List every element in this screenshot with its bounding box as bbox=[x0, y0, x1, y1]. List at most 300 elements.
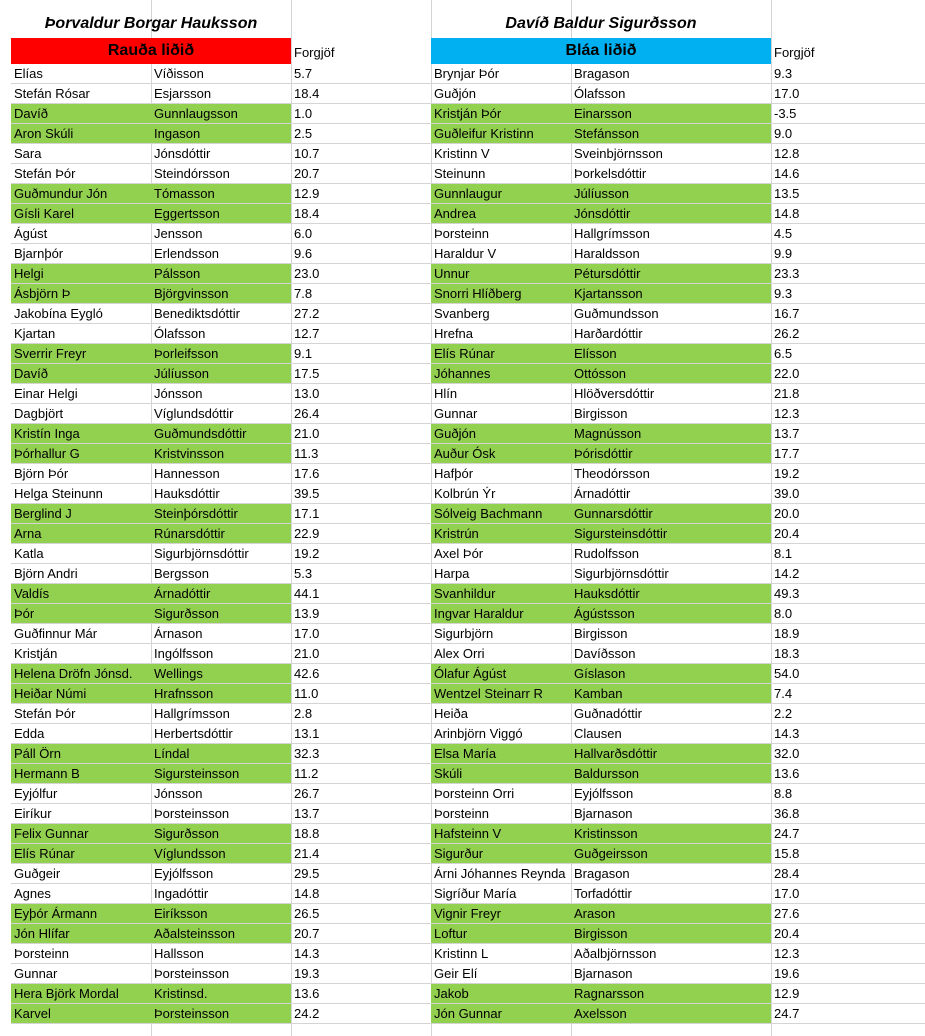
red-handicap-cell[interactable]: 39.5 bbox=[291, 484, 431, 504]
red-last-name-cell[interactable]: Hrafnsson bbox=[151, 684, 291, 704]
blue-last-name-cell[interactable]: Hauksdóttir bbox=[571, 584, 771, 604]
blue-handicap-cell[interactable]: 9.3 bbox=[771, 64, 925, 84]
red-last-name-cell[interactable]: Jónsson bbox=[151, 384, 291, 404]
blue-first-name-cell[interactable]: Svanhildur bbox=[431, 584, 571, 604]
red-handicap-cell[interactable]: 17.1 bbox=[291, 504, 431, 524]
blue-handicap-cell[interactable]: 7.4 bbox=[771, 684, 925, 704]
red-last-name-cell[interactable]: Víðisson bbox=[151, 64, 291, 84]
blue-last-name-cell[interactable]: Kjartansson bbox=[571, 284, 771, 304]
blue-last-name-cell[interactable]: Sigursteinsdóttir bbox=[571, 524, 771, 544]
blue-last-name-cell[interactable]: Guðmundsson bbox=[571, 304, 771, 324]
blue-handicap-cell[interactable]: 15.8 bbox=[771, 844, 925, 864]
red-first-name-cell[interactable]: Aron Skúli bbox=[11, 124, 151, 144]
blue-last-name-cell[interactable]: Clausen bbox=[571, 724, 771, 744]
red-last-name-cell[interactable]: Þorsteinsson bbox=[151, 964, 291, 984]
red-first-name-cell[interactable]: Þórhallur G bbox=[11, 444, 151, 464]
red-first-name-cell[interactable]: Guðgeir bbox=[11, 864, 151, 884]
blue-first-name-cell[interactable]: Kristinn L bbox=[431, 944, 571, 964]
blue-last-name-cell[interactable]: Gíslason bbox=[571, 664, 771, 684]
blue-first-name-cell[interactable]: Kolbrún Ýr bbox=[431, 484, 571, 504]
blue-first-name-cell[interactable]: Guðjón bbox=[431, 424, 571, 444]
red-last-name-cell[interactable]: Jensson bbox=[151, 224, 291, 244]
red-first-name-cell[interactable]: Arna bbox=[11, 524, 151, 544]
red-handicap-cell[interactable]: 26.5 bbox=[291, 904, 431, 924]
blue-handicap-cell[interactable]: 54.0 bbox=[771, 664, 925, 684]
red-last-name-cell[interactable]: Þorsteinsson bbox=[151, 1004, 291, 1024]
blue-last-name-cell[interactable]: Stefánsson bbox=[571, 124, 771, 144]
blue-last-name-cell[interactable]: Ágústsson bbox=[571, 604, 771, 624]
blue-first-name-cell[interactable]: Sigríður María bbox=[431, 884, 571, 904]
blue-last-name-cell[interactable]: Magnússon bbox=[571, 424, 771, 444]
blue-first-name-cell[interactable]: Elís Rúnar bbox=[431, 344, 571, 364]
blue-handicap-cell[interactable]: 14.2 bbox=[771, 564, 925, 584]
red-first-name-cell[interactable]: Stefán Þór bbox=[11, 704, 151, 724]
blue-first-name-cell[interactable]: Auður Ósk bbox=[431, 444, 571, 464]
blue-first-name-cell[interactable]: Guðleifur Kristinn bbox=[431, 124, 571, 144]
blue-last-name-cell[interactable]: Bragason bbox=[571, 864, 771, 884]
red-handicap-cell[interactable]: 27.2 bbox=[291, 304, 431, 324]
red-handicap-cell[interactable]: 24.2 bbox=[291, 1004, 431, 1024]
red-last-name-cell[interactable]: Esjarsson bbox=[151, 84, 291, 104]
red-handicap-cell[interactable]: 13.7 bbox=[291, 804, 431, 824]
blue-last-name-cell[interactable]: Davíðsson bbox=[571, 644, 771, 664]
blue-first-name-cell[interactable]: Sigurður bbox=[431, 844, 571, 864]
red-handicap-cell[interactable]: 21.0 bbox=[291, 424, 431, 444]
blue-handicap-cell[interactable]: 39.0 bbox=[771, 484, 925, 504]
red-last-name-cell[interactable]: Víglundsdóttir bbox=[151, 404, 291, 424]
blue-last-name-cell[interactable]: Júlíusson bbox=[571, 184, 771, 204]
blue-first-name-cell[interactable]: Geir Elí bbox=[431, 964, 571, 984]
blue-last-name-cell[interactable]: Haraldsson bbox=[571, 244, 771, 264]
red-first-name-cell[interactable]: Sverrir Freyr bbox=[11, 344, 151, 364]
blue-handicap-cell[interactable]: 27.6 bbox=[771, 904, 925, 924]
red-last-name-cell[interactable]: Ólafsson bbox=[151, 324, 291, 344]
blue-first-name-cell[interactable]: Haraldur V bbox=[431, 244, 571, 264]
blue-handicap-cell[interactable]: 9.9 bbox=[771, 244, 925, 264]
blue-last-name-cell[interactable]: Sveinbjörnsson bbox=[571, 144, 771, 164]
blue-first-name-cell[interactable]: Ingvar Haraldur bbox=[431, 604, 571, 624]
table-row bbox=[0, 404, 925, 424]
blue-first-name-cell[interactable]: Kristrún bbox=[431, 524, 571, 544]
blue-last-name-cell[interactable]: Torfadóttir bbox=[571, 884, 771, 904]
red-handicap-cell[interactable]: 22.9 bbox=[291, 524, 431, 544]
blue-first-name-cell[interactable]: Brynjar Þór bbox=[431, 64, 571, 84]
red-handicap-cell[interactable]: 29.5 bbox=[291, 864, 431, 884]
red-handicap-cell[interactable]: 9.6 bbox=[291, 244, 431, 264]
red-last-name-cell[interactable]: Wellings bbox=[151, 664, 291, 684]
left-handicap-header[interactable]: Forgjöf bbox=[294, 45, 335, 60]
red-handicap-cell[interactable]: 18.8 bbox=[291, 824, 431, 844]
red-handicap-cell[interactable]: 13.0 bbox=[291, 384, 431, 404]
red-last-name-cell[interactable]: Steinþórsdóttir bbox=[151, 504, 291, 524]
red-last-name-cell[interactable]: Eyjólfsson bbox=[151, 864, 291, 884]
blue-handicap-cell[interactable]: 23.3 bbox=[771, 264, 925, 284]
blue-first-name-cell[interactable]: Loftur bbox=[431, 924, 571, 944]
red-last-name-cell[interactable]: Eiríksson bbox=[151, 904, 291, 924]
red-last-name-cell[interactable]: Jónsson bbox=[151, 784, 291, 804]
blue-first-name-cell[interactable]: Vignir Freyr bbox=[431, 904, 571, 924]
blue-handicap-cell[interactable]: 14.8 bbox=[771, 204, 925, 224]
red-first-name-cell[interactable]: Gísli Karel bbox=[11, 204, 151, 224]
red-first-name-cell[interactable]: Elías bbox=[11, 64, 151, 84]
red-handicap-cell[interactable]: 18.4 bbox=[291, 204, 431, 224]
blue-first-name-cell[interactable]: Gunnar bbox=[431, 404, 571, 424]
red-first-name-cell[interactable]: Páll Örn bbox=[11, 744, 151, 764]
red-handicap-cell[interactable]: 9.1 bbox=[291, 344, 431, 364]
blue-handicap-cell[interactable]: 2.2 bbox=[771, 704, 925, 724]
red-last-name-cell[interactable]: Árnadóttir bbox=[151, 584, 291, 604]
red-handicap-cell[interactable]: 5.3 bbox=[291, 564, 431, 584]
blue-handicap-cell[interactable]: 17.0 bbox=[771, 884, 925, 904]
blue-handicap-cell[interactable]: 20.4 bbox=[771, 924, 925, 944]
blue-handicap-cell[interactable]: 17.0 bbox=[771, 84, 925, 104]
red-first-name-cell[interactable]: Heiðar Númi bbox=[11, 684, 151, 704]
blue-first-name-cell[interactable]: Alex Orri bbox=[431, 644, 571, 664]
blue-handicap-cell[interactable]: 14.6 bbox=[771, 164, 925, 184]
red-handicap-cell[interactable]: 18.4 bbox=[291, 84, 431, 104]
blue-first-name-cell[interactable]: Hafþór bbox=[431, 464, 571, 484]
blue-handicap-cell[interactable]: 12.8 bbox=[771, 144, 925, 164]
blue-first-name-cell[interactable]: Sigurbjörn bbox=[431, 624, 571, 644]
blue-first-name-cell[interactable]: Unnur bbox=[431, 264, 571, 284]
red-first-name-cell[interactable]: Davíð bbox=[11, 364, 151, 384]
blue-handicap-cell[interactable]: 12.3 bbox=[771, 404, 925, 424]
red-last-name-cell[interactable]: Rúnarsdóttir bbox=[151, 524, 291, 544]
blue-first-name-cell[interactable]: Kristján Þór bbox=[431, 104, 571, 124]
blue-last-name-cell[interactable]: Bjarnason bbox=[571, 804, 771, 824]
red-handicap-cell[interactable]: 5.7 bbox=[291, 64, 431, 84]
red-last-name-cell[interactable]: Hallsson bbox=[151, 944, 291, 964]
red-first-name-cell[interactable]: Einar Helgi bbox=[11, 384, 151, 404]
red-last-name-cell[interactable]: Björgvinsson bbox=[151, 284, 291, 304]
blue-last-name-cell[interactable]: Aðalbjörnsson bbox=[571, 944, 771, 964]
red-first-name-cell[interactable]: Felix Gunnar bbox=[11, 824, 151, 844]
red-last-name-cell[interactable]: Þorleifsson bbox=[151, 344, 291, 364]
red-last-name-cell[interactable]: Ingadóttir bbox=[151, 884, 291, 904]
red-first-name-cell[interactable]: Ásbjörn Þ bbox=[11, 284, 151, 304]
red-handicap-cell[interactable]: 26.4 bbox=[291, 404, 431, 424]
blue-team-header[interactable]: Bláa liðið bbox=[431, 38, 771, 64]
blue-last-name-cell[interactable]: Þórisdóttir bbox=[571, 444, 771, 464]
red-first-name-cell[interactable]: Stefán Rósar bbox=[11, 84, 151, 104]
red-handicap-cell[interactable]: 11.0 bbox=[291, 684, 431, 704]
red-first-name-cell[interactable]: Agnes bbox=[11, 884, 151, 904]
red-handicap-cell[interactable]: 23.0 bbox=[291, 264, 431, 284]
blue-last-name-cell[interactable]: Ottósson bbox=[571, 364, 771, 384]
blue-handicap-cell[interactable]: 24.7 bbox=[771, 824, 925, 844]
blue-handicap-cell[interactable]: 4.5 bbox=[771, 224, 925, 244]
blue-first-name-cell[interactable]: Svanberg bbox=[431, 304, 571, 324]
red-handicap-cell[interactable]: 14.3 bbox=[291, 944, 431, 964]
blue-last-name-cell[interactable]: Sigurbjörnsdóttir bbox=[571, 564, 771, 584]
blue-first-name-cell[interactable]: Gunnlaugur bbox=[431, 184, 571, 204]
red-last-name-cell[interactable]: Ingason bbox=[151, 124, 291, 144]
red-first-name-cell[interactable]: Ágúst bbox=[11, 224, 151, 244]
blue-last-name-cell[interactable]: Kristinsson bbox=[571, 824, 771, 844]
blue-first-name-cell[interactable]: Jón Gunnar bbox=[431, 1004, 571, 1024]
red-first-name-cell[interactable]: Helgi bbox=[11, 264, 151, 284]
blue-last-name-cell[interactable]: Þorkelsdóttir bbox=[571, 164, 771, 184]
red-last-name-cell[interactable]: Víglundsson bbox=[151, 844, 291, 864]
blue-first-name-cell[interactable]: Wentzel Steinarr R bbox=[431, 684, 571, 704]
blue-last-name-cell[interactable]: Árnadóttir bbox=[571, 484, 771, 504]
blue-first-name-cell[interactable]: Skúli bbox=[431, 764, 571, 784]
table-row bbox=[0, 844, 925, 864]
red-last-name-cell[interactable]: Tómasson bbox=[151, 184, 291, 204]
blue-first-name-cell[interactable]: Jakob bbox=[431, 984, 571, 1004]
blue-first-name-cell[interactable]: Hrefna bbox=[431, 324, 571, 344]
blue-last-name-cell[interactable]: Birgisson bbox=[571, 624, 771, 644]
red-handicap-cell[interactable]: 12.9 bbox=[291, 184, 431, 204]
blue-last-name-cell[interactable]: Gunnarsdóttir bbox=[571, 504, 771, 524]
blue-handicap-cell[interactable]: 18.9 bbox=[771, 624, 925, 644]
blue-first-name-cell[interactable]: Heiða bbox=[431, 704, 571, 724]
blue-first-name-cell[interactable]: Steinunn bbox=[431, 164, 571, 184]
red-handicap-cell[interactable]: 12.7 bbox=[291, 324, 431, 344]
red-first-name-cell[interactable]: Kjartan bbox=[11, 324, 151, 344]
blue-handicap-cell[interactable]: 36.8 bbox=[771, 804, 925, 824]
blue-handicap-cell[interactable]: 49.3 bbox=[771, 584, 925, 604]
red-first-name-cell[interactable]: Sara bbox=[11, 144, 151, 164]
red-first-name-cell[interactable]: Eiríkur bbox=[11, 804, 151, 824]
red-first-name-cell[interactable]: Eyþór Ármann bbox=[11, 904, 151, 924]
blue-last-name-cell[interactable]: Ragnarsson bbox=[571, 984, 771, 1004]
red-last-name-cell[interactable]: Sigurbjörnsdóttir bbox=[151, 544, 291, 564]
left-captain-title[interactable]: Þorvaldur Borgar Hauksson bbox=[44, 15, 258, 32]
blue-handicap-cell[interactable]: 20.0 bbox=[771, 504, 925, 524]
red-first-name-cell[interactable]: Guðmundur Jón bbox=[11, 184, 151, 204]
red-first-name-cell[interactable]: Þorsteinn bbox=[11, 944, 151, 964]
right-handicap-header[interactable]: Forgjöf bbox=[774, 45, 815, 60]
red-last-name-cell[interactable]: Júlíusson bbox=[151, 364, 291, 384]
blue-last-name-cell[interactable]: Einarsson bbox=[571, 104, 771, 124]
table-row bbox=[0, 664, 925, 684]
blue-last-name-cell[interactable]: Arason bbox=[571, 904, 771, 924]
blue-last-name-cell[interactable]: Elísson bbox=[571, 344, 771, 364]
red-last-name-cell[interactable]: Herbertsdóttir bbox=[151, 724, 291, 744]
red-handicap-cell[interactable]: 20.7 bbox=[291, 924, 431, 944]
table-row bbox=[0, 424, 925, 444]
blue-last-name-cell[interactable]: Pétursdóttir bbox=[571, 264, 771, 284]
blue-last-name-cell[interactable]: Guðnadóttir bbox=[571, 704, 771, 724]
red-last-name-cell[interactable]: Kristinsd. bbox=[151, 984, 291, 1004]
red-last-name-cell[interactable]: Þorsteinsson bbox=[151, 804, 291, 824]
red-handicap-cell[interactable]: 21.0 bbox=[291, 644, 431, 664]
red-first-name-cell[interactable]: Björn Þór bbox=[11, 464, 151, 484]
blue-handicap-cell[interactable]: 28.4 bbox=[771, 864, 925, 884]
blue-handicap-cell[interactable]: 26.2 bbox=[771, 324, 925, 344]
red-last-name-cell[interactable]: Pálsson bbox=[151, 264, 291, 284]
red-handicap-cell[interactable]: 14.8 bbox=[291, 884, 431, 904]
blue-first-name-cell[interactable]: Snorri Hlíðberg bbox=[431, 284, 571, 304]
blue-handicap-cell[interactable]: 32.0 bbox=[771, 744, 925, 764]
blue-handicap-cell[interactable]: 24.7 bbox=[771, 1004, 925, 1024]
blue-first-name-cell[interactable]: Kristinn V bbox=[431, 144, 571, 164]
red-first-name-cell[interactable]: Jón Hlífar bbox=[11, 924, 151, 944]
red-handicap-cell[interactable]: 19.3 bbox=[291, 964, 431, 984]
red-first-name-cell[interactable]: Dagbjört bbox=[11, 404, 151, 424]
red-first-name-cell[interactable]: Bjarnþór bbox=[11, 244, 151, 264]
red-first-name-cell[interactable]: Þór bbox=[11, 604, 151, 624]
red-handicap-cell[interactable]: 20.7 bbox=[291, 164, 431, 184]
blue-first-name-cell[interactable]: Þorsteinn bbox=[431, 224, 571, 244]
blue-handicap-cell[interactable]: 14.3 bbox=[771, 724, 925, 744]
blue-last-name-cell[interactable]: Ólafsson bbox=[571, 84, 771, 104]
blue-handicap-cell[interactable]: 16.7 bbox=[771, 304, 925, 324]
blue-last-name-cell[interactable]: Bragason bbox=[571, 64, 771, 84]
red-last-name-cell[interactable]: Gunnlaugsson bbox=[151, 104, 291, 124]
red-first-name-cell[interactable]: Valdís bbox=[11, 584, 151, 604]
red-last-name-cell[interactable]: Sigurðsson bbox=[151, 824, 291, 844]
blue-handicap-cell[interactable]: 17.7 bbox=[771, 444, 925, 464]
blue-handicap-cell[interactable]: 8.8 bbox=[771, 784, 925, 804]
blue-handicap-cell[interactable]: 13.5 bbox=[771, 184, 925, 204]
red-first-name-cell[interactable]: Davíð bbox=[11, 104, 151, 124]
blue-first-name-cell[interactable]: Harpa bbox=[431, 564, 571, 584]
blue-last-name-cell[interactable]: Birgisson bbox=[571, 404, 771, 424]
red-handicap-cell[interactable]: 13.1 bbox=[291, 724, 431, 744]
red-handicap-cell[interactable]: 7.8 bbox=[291, 284, 431, 304]
blue-handicap-cell[interactable]: 20.4 bbox=[771, 524, 925, 544]
blue-first-name-cell[interactable]: Þorsteinn bbox=[431, 804, 571, 824]
red-first-name-cell[interactable]: Björn Andri bbox=[11, 564, 151, 584]
blue-last-name-cell[interactable]: Hlöðversdóttir bbox=[571, 384, 771, 404]
blue-first-name-cell[interactable]: Hlín bbox=[431, 384, 571, 404]
red-first-name-cell[interactable]: Gunnar bbox=[11, 964, 151, 984]
red-handicap-cell[interactable]: 42.6 bbox=[291, 664, 431, 684]
red-last-name-cell[interactable]: Líndal bbox=[151, 744, 291, 764]
red-handicap-cell[interactable]: 11.2 bbox=[291, 764, 431, 784]
blue-handicap-cell[interactable]: 19.2 bbox=[771, 464, 925, 484]
red-last-name-cell[interactable]: Sigursteinsson bbox=[151, 764, 291, 784]
red-last-name-cell[interactable]: Sigurðsson bbox=[151, 604, 291, 624]
red-handicap-cell[interactable]: 32.3 bbox=[291, 744, 431, 764]
red-handicap-cell[interactable]: 13.6 bbox=[291, 984, 431, 1004]
red-first-name-cell[interactable]: Kristján bbox=[11, 644, 151, 664]
blue-handicap-cell[interactable]: 8.0 bbox=[771, 604, 925, 624]
table-row bbox=[0, 304, 925, 324]
red-first-name-cell[interactable]: Helena Dröfn Jónsd. bbox=[11, 664, 151, 684]
blue-last-name-cell[interactable]: Jónsdóttir bbox=[571, 204, 771, 224]
red-last-name-cell[interactable]: Guðmundsdóttir bbox=[151, 424, 291, 444]
blue-first-name-cell[interactable]: Ólafur Ágúst bbox=[431, 664, 571, 684]
red-first-name-cell[interactable]: Helga Steinunn bbox=[11, 484, 151, 504]
table-row bbox=[0, 624, 925, 644]
red-first-name-cell[interactable]: Kristín Inga bbox=[11, 424, 151, 444]
blue-first-name-cell[interactable]: Árni Jóhannes Reynda bbox=[431, 864, 571, 884]
blue-handicap-cell[interactable]: 9.0 bbox=[771, 124, 925, 144]
blue-handicap-cell[interactable]: 13.7 bbox=[771, 424, 925, 444]
red-first-name-cell[interactable]: Karvel bbox=[11, 1004, 151, 1024]
blue-handicap-cell[interactable]: 12.3 bbox=[771, 944, 925, 964]
red-first-name-cell[interactable]: Hermann B bbox=[11, 764, 151, 784]
blue-first-name-cell[interactable]: Guðjón bbox=[431, 84, 571, 104]
red-first-name-cell[interactable]: Guðfinnur Már bbox=[11, 624, 151, 644]
blue-last-name-cell[interactable]: Bjarnason bbox=[571, 964, 771, 984]
red-last-name-cell[interactable]: Hannesson bbox=[151, 464, 291, 484]
red-last-name-cell[interactable]: Árnason bbox=[151, 624, 291, 644]
red-last-name-cell[interactable]: Steindórsson bbox=[151, 164, 291, 184]
red-handicap-cell[interactable]: 2.5 bbox=[291, 124, 431, 144]
blue-handicap-cell[interactable]: 21.8 bbox=[771, 384, 925, 404]
blue-handicap-cell[interactable]: 22.0 bbox=[771, 364, 925, 384]
blue-last-name-cell[interactable]: Baldursson bbox=[571, 764, 771, 784]
red-last-name-cell[interactable]: Eggertsson bbox=[151, 204, 291, 224]
blue-last-name-cell[interactable]: Eyjólfsson bbox=[571, 784, 771, 804]
red-handicap-cell[interactable]: 6.0 bbox=[291, 224, 431, 244]
red-first-name-cell[interactable]: Stefán Þór bbox=[11, 164, 151, 184]
blue-last-name-cell[interactable]: Rudolfsson bbox=[571, 544, 771, 564]
blue-last-name-cell[interactable]: Harðardóttir bbox=[571, 324, 771, 344]
red-last-name-cell[interactable]: Kristvinsson bbox=[151, 444, 291, 464]
blue-handicap-cell[interactable]: 19.6 bbox=[771, 964, 925, 984]
red-last-name-cell[interactable]: Ingólfsson bbox=[151, 644, 291, 664]
blue-last-name-cell[interactable]: Theodórsson bbox=[571, 464, 771, 484]
blue-first-name-cell[interactable]: Arinbjörn Viggó bbox=[431, 724, 571, 744]
blue-first-name-cell[interactable]: Sólveig Bachmann bbox=[431, 504, 571, 524]
red-last-name-cell[interactable]: Aðalsteinsson bbox=[151, 924, 291, 944]
red-handicap-cell[interactable]: 17.6 bbox=[291, 464, 431, 484]
red-first-name-cell[interactable]: Elís Rúnar bbox=[11, 844, 151, 864]
blue-first-name-cell[interactable]: Elsa María bbox=[431, 744, 571, 764]
red-last-name-cell[interactable]: Hauksdóttir bbox=[151, 484, 291, 504]
red-last-name-cell[interactable]: Benediktsdóttir bbox=[151, 304, 291, 324]
blue-handicap-cell[interactable]: 6.5 bbox=[771, 344, 925, 364]
blue-handicap-cell[interactable]: 13.6 bbox=[771, 764, 925, 784]
right-captain-title[interactable]: Davíð Baldur Sigurðsson bbox=[505, 15, 697, 32]
blue-last-name-cell[interactable]: Guðgeirsson bbox=[571, 844, 771, 864]
blue-handicap-cell[interactable]: 8.1 bbox=[771, 544, 925, 564]
blue-handicap-cell[interactable]: 9.3 bbox=[771, 284, 925, 304]
red-first-name-cell[interactable]: Eyjólfur bbox=[11, 784, 151, 804]
red-handicap-cell[interactable]: 21.4 bbox=[291, 844, 431, 864]
red-first-name-cell[interactable]: Jakobína Eygló bbox=[11, 304, 151, 324]
red-first-name-cell[interactable]: Hera Björk Mordal bbox=[11, 984, 151, 1004]
red-handicap-cell[interactable]: 17.5 bbox=[291, 364, 431, 384]
red-handicap-cell[interactable]: 17.0 bbox=[291, 624, 431, 644]
red-handicap-cell[interactable]: 44.1 bbox=[291, 584, 431, 604]
blue-first-name-cell[interactable]: Andrea bbox=[431, 204, 571, 224]
blue-handicap-cell[interactable]: 12.9 bbox=[771, 984, 925, 1004]
red-handicap-cell[interactable]: 11.3 bbox=[291, 444, 431, 464]
red-team-header[interactable]: Rauða liðið bbox=[11, 38, 291, 64]
red-handicap-cell[interactable]: 2.8 bbox=[291, 704, 431, 724]
blue-last-name-cell[interactable]: Hallvarðsdóttir bbox=[571, 744, 771, 764]
blue-last-name-cell[interactable]: Kamban bbox=[571, 684, 771, 704]
red-last-name-cell[interactable]: Erlendsson bbox=[151, 244, 291, 264]
red-first-name-cell[interactable]: Katla bbox=[11, 544, 151, 564]
red-last-name-cell[interactable]: Jónsdóttir bbox=[151, 144, 291, 164]
red-handicap-cell[interactable]: 10.7 bbox=[291, 144, 431, 164]
blue-last-name-cell[interactable]: Hallgrímsson bbox=[571, 224, 771, 244]
blue-first-name-cell[interactable]: Jóhannes bbox=[431, 364, 571, 384]
red-handicap-cell[interactable]: 1.0 bbox=[291, 104, 431, 124]
blue-last-name-cell[interactable]: Birgisson bbox=[571, 924, 771, 944]
red-first-name-cell[interactable]: Berglind J bbox=[11, 504, 151, 524]
red-last-name-cell[interactable]: Hallgrímsson bbox=[151, 704, 291, 724]
blue-first-name-cell[interactable]: Axel Þór bbox=[431, 544, 571, 564]
blue-first-name-cell[interactable]: Hafsteinn V bbox=[431, 824, 571, 844]
red-first-name-cell[interactable]: Edda bbox=[11, 724, 151, 744]
red-handicap-cell[interactable]: 13.9 bbox=[291, 604, 431, 624]
red-handicap-cell[interactable]: 26.7 bbox=[291, 784, 431, 804]
blue-handicap-cell[interactable]: -3.5 bbox=[771, 104, 925, 124]
blue-last-name-cell[interactable]: Axelsson bbox=[571, 1004, 771, 1024]
red-handicap-cell[interactable]: 19.2 bbox=[291, 544, 431, 564]
blue-handicap-cell[interactable]: 18.3 bbox=[771, 644, 925, 664]
red-last-name-cell[interactable]: Bergsson bbox=[151, 564, 291, 584]
blue-first-name-cell[interactable]: Þorsteinn Orri bbox=[431, 784, 571, 804]
